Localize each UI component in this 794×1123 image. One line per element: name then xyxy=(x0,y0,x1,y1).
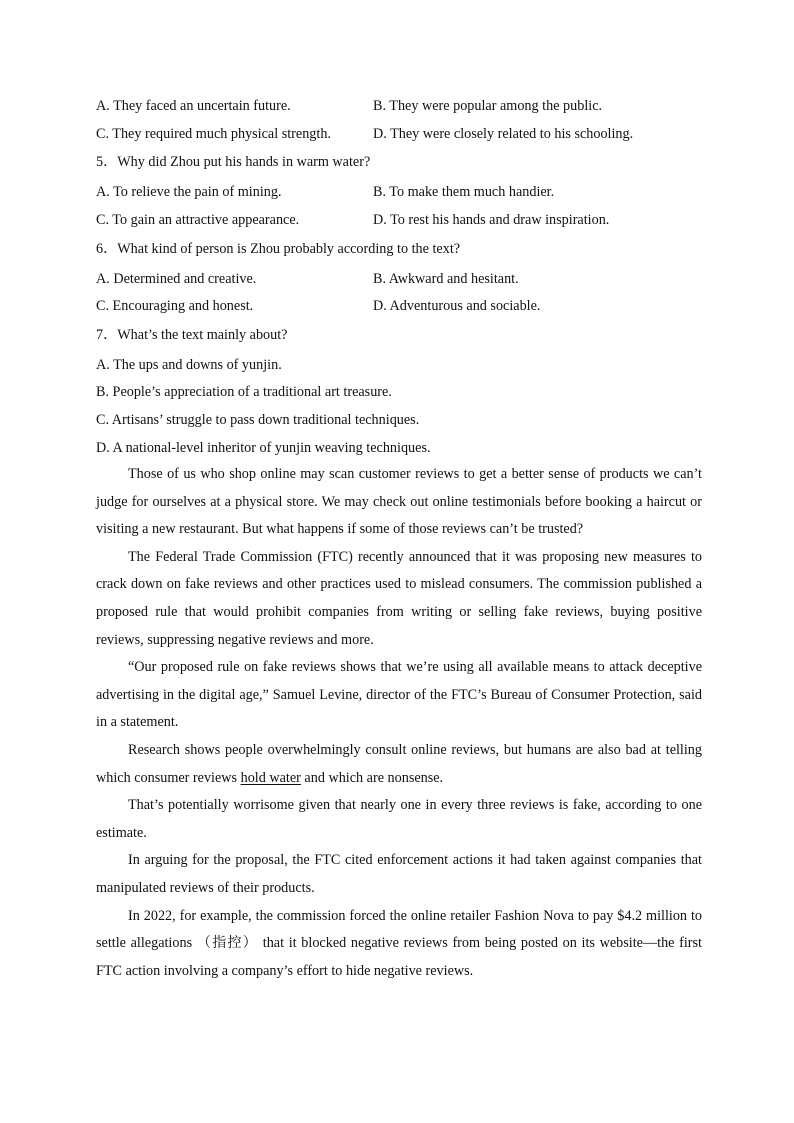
passage-paragraph-1: Those of us who shop online may scan customer reviews to get a better sense of products we can’t judge for ourselves at a physical store. We may check out online testimonials before booking a haircut or visiting a new restaurant. But what happens if some of those reviews can’t be trusted? xyxy=(96,466,702,538)
passage-paragraph-2: The Federal Trade Commission (FTC) recently announced that it was proposing new measures to crack down on fake reviews and other practices used to mislead consumers. The commission published a proposed rule that would prohibit companies from writing or selling fake reviews, buying positive reviews, suppressing negative reviews and more. xyxy=(96,548,702,648)
q5-option-a: A. To relieve the pain of mining. xyxy=(96,184,282,200)
underlined-phrase: hold water xyxy=(240,769,301,786)
passage-paragraph-3: “Our proposed rule on fake reviews shows that we’re using all available means to attack deceptive advertising in the digital age,” Samuel Levine, director of the FTC’s Bureau of Consumer Protection, said in a statement. xyxy=(96,659,702,731)
passage-paragraph-4 xyxy=(96,737,702,792)
passage-paragraph-4-end: and which are nonsense. xyxy=(300,769,444,786)
q4-option-d: D. They were closely related to his schooling. xyxy=(373,126,634,142)
passage-paragraph-7: In 2022, for example, the commission forced the online retailer Fashion Nova to pay $4.2 million to settle allegations （指控） that it blocked negative reviews from being posted on its website—the first FTC action involving a company’s effort to hide negative reviews. xyxy=(96,907,702,979)
q4-option-b: B. They were popular among the public. xyxy=(373,98,603,114)
q6-option-b: B. Awkward and hesitant. xyxy=(373,271,519,287)
passage-paragraph-6: In arguing for the proposal, the FTC cited enforcement actions it had taken against companies that manipulated reviews of their products. xyxy=(96,852,702,896)
q7-option-a: A. The ups and downs of yunjin. xyxy=(96,357,282,373)
q4-option-c: C. They required much physical strength. xyxy=(96,126,331,142)
q5-option-d: D. To rest his hands and draw inspiration. xyxy=(373,212,610,228)
q5-option-b: B. To make them much handier. xyxy=(373,184,555,200)
q7-option-c: C. Artisans’ struggle to pass down traditional techniques. xyxy=(96,412,420,428)
reading-passage xyxy=(96,461,702,985)
q6-option-c: C. Encouraging and honest. xyxy=(96,298,254,314)
q6-stem: 6．What kind of person is Zhou probably according to the text? xyxy=(96,241,461,257)
q5-option-c: C. To gain an attractive appearance. xyxy=(96,212,300,228)
passage-paragraph-4-start: Research shows people overwhelmingly consult online reviews, but humans are also bad at telling which consumer reviews xyxy=(96,741,702,786)
passage-paragraph-5: That’s potentially worrisome given that nearly one in every three reviews is fake, according to one estimate. xyxy=(96,797,702,841)
q7-option-d: D. A national-level inheritor of yunjin weaving techniques. xyxy=(96,440,431,456)
q5-stem: 5．Why did Zhou put his hands in warm water? xyxy=(96,154,371,170)
q6-option-a: A. Determined and creative. xyxy=(96,271,257,287)
q4-option-a: A. They faced an uncertain future. xyxy=(96,98,291,114)
q7-stem: 7．What’s the text mainly about? xyxy=(96,327,288,343)
q6-option-d: D. Adventurous and sociable. xyxy=(373,298,541,314)
q7-option-b: B. People’s appreciation of a traditional art treasure. xyxy=(96,384,392,400)
